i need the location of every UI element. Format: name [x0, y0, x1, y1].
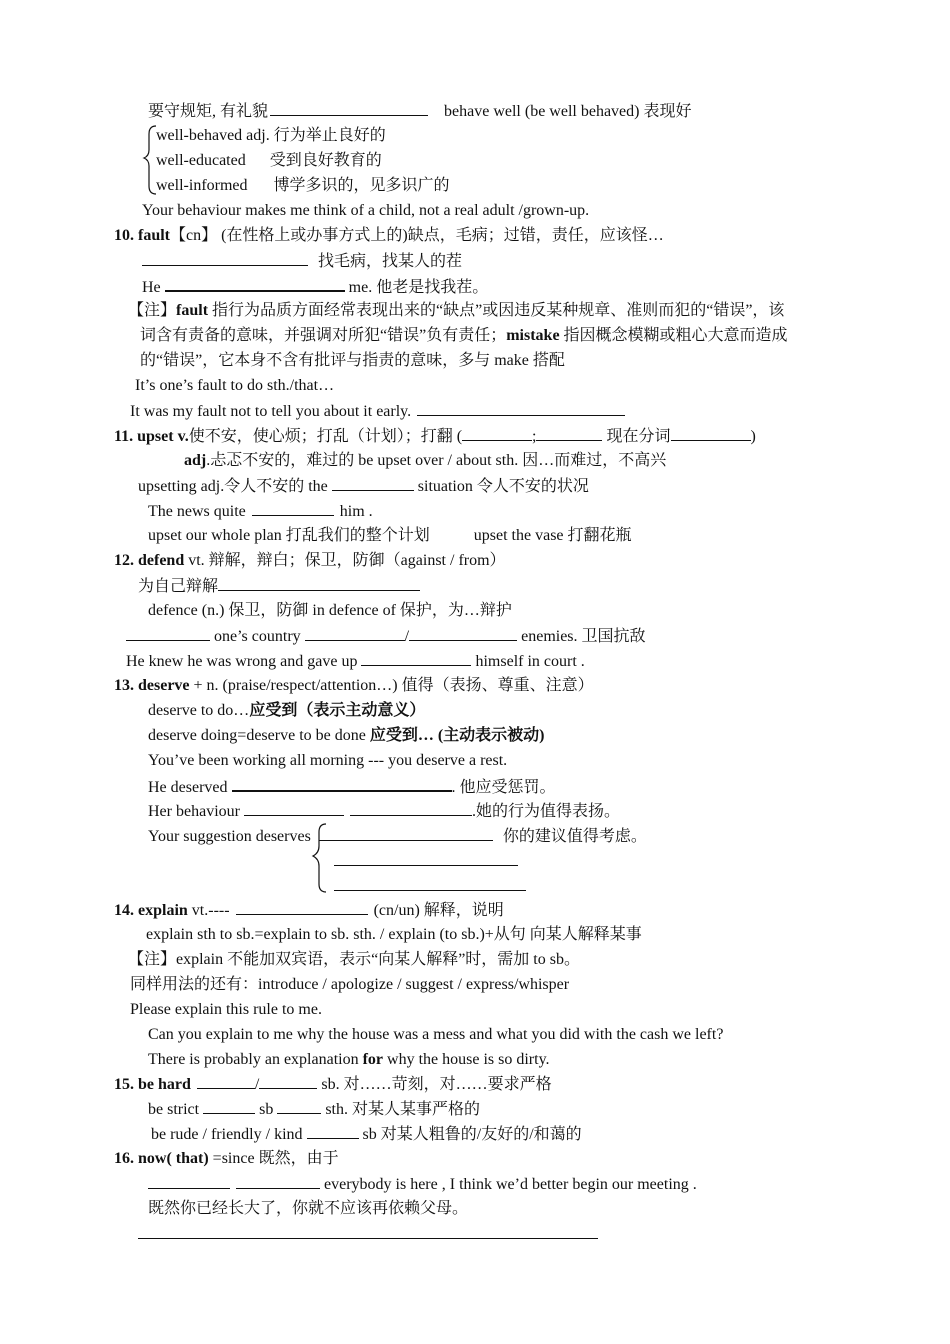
- answer-blank[interactable]: [218, 576, 420, 591]
- line-defend-country: [126, 626, 646, 647]
- line-translation: [138, 1224, 598, 1245]
- text: vt. 辩解，辩白；保卫，防御（against / from）: [184, 552, 506, 569]
- line-explain-house: Can you explain to me why the house was a mess and what you did with the cash we left?: [148, 1026, 724, 1043]
- text: be strict: [148, 1101, 200, 1118]
- text: well-educated: [156, 152, 246, 169]
- line-he-deserved: [148, 776, 556, 798]
- line-behaviour-example: Your behaviour makes me think of a child, not a real adult /grown-up.: [142, 202, 590, 219]
- headword: 13. deserve: [114, 677, 190, 694]
- text: mistake: [506, 327, 560, 344]
- answer-blank[interactable]: [232, 776, 452, 792]
- line-he-me: [142, 276, 488, 298]
- text: situation 令人不安的状况: [417, 478, 589, 495]
- text: He knew he was wrong and gave up: [126, 653, 358, 670]
- section-16-heading: [114, 1149, 339, 1169]
- section-11-heading: [114, 426, 756, 447]
- answer-blank[interactable]: [417, 401, 625, 416]
- answer-blank[interactable]: [332, 476, 414, 491]
- text: .忐忑不安的，难过的 be upset over / about sth. 因…而难过，不高兴: [206, 452, 667, 469]
- line-well-educated: [156, 151, 382, 171]
- note-fault-3: 的“错误”，它本身不含有批评与指责的意味，多与 make 搭配: [140, 352, 565, 369]
- text: There is probably an explanation: [148, 1051, 363, 1068]
- answer-blank[interactable]: [305, 626, 405, 641]
- note-fault-2: [140, 326, 788, 346]
- answer-blank[interactable]: [462, 426, 532, 441]
- line-suggestion-alt-2: [334, 876, 526, 897]
- text: behave well (be well behaved) 表现好: [444, 103, 692, 120]
- line-be-strict: [148, 1099, 480, 1120]
- line-her-behaviour: [148, 801, 620, 822]
- text: ;: [532, 428, 537, 445]
- headword: 11. upset v.: [114, 428, 189, 445]
- line-deserve-rest: You’ve been working all morning --- you deserve a rest.: [148, 752, 508, 769]
- answer-blank[interactable]: [361, 651, 471, 666]
- text: 应受到（表示主动意义）: [249, 702, 426, 719]
- text: well-informed: [156, 177, 248, 194]
- answer-blank[interactable]: [319, 826, 493, 841]
- text: everybody is here , I think we’d better begin our meeting .: [324, 1176, 697, 1193]
- section-12-heading: [114, 551, 506, 571]
- answer-blank[interactable]: [270, 101, 428, 116]
- line-find-fault: [142, 251, 462, 272]
- text: enemies. 卫国抗敌: [521, 628, 646, 645]
- headword: 16. now( that): [114, 1150, 209, 1167]
- answer-blank[interactable]: [126, 626, 210, 641]
- section-13-heading: [114, 676, 594, 696]
- text: 应受到… (主动表示被动): [369, 727, 545, 744]
- text: (cn/un) 解释，说明: [373, 902, 504, 919]
- text: /: [404, 628, 410, 645]
- text: deserve doing=deserve to be done: [148, 727, 370, 744]
- answer-blank[interactable]: [165, 276, 345, 292]
- line-same-usage: 同样用法的还有：introduce / apologize / suggest / express/whisper: [130, 976, 570, 993]
- text: 为自己辩解: [138, 578, 219, 595]
- headword: 15. be hard: [114, 1076, 191, 1093]
- text: one’s country: [214, 628, 301, 645]
- line-explanation-for: [148, 1050, 550, 1070]
- answer-blank[interactable]: [334, 876, 526, 891]
- text: 词含有责备的意味，并强调对所犯“错误”负有责任；: [140, 327, 507, 344]
- text: why the house is so dirty.: [383, 1051, 550, 1068]
- text: Her behaviour: [148, 803, 240, 820]
- text: 使不安，使心烦；打乱（计划）；打翻 (: [188, 428, 463, 445]
- line-grown-up: 既然你已经长大了，你就不应该再依赖父母。: [148, 1200, 469, 1217]
- section-14-heading: [114, 900, 504, 921]
- line-suggestion-alt-1: [334, 851, 518, 872]
- line-upset-plan: [148, 526, 632, 546]
- text: sth. 对某人某事严格的: [325, 1101, 481, 1118]
- text: me. 他老是找我茬。: [348, 279, 489, 296]
- line-everybody-here: [148, 1174, 697, 1195]
- text: sb. 对……苛刻，对……要求严格: [321, 1076, 552, 1093]
- text: ): [750, 428, 756, 445]
- section-10-heading: [114, 226, 664, 246]
- answer-blank[interactable]: [203, 1099, 255, 1114]
- text: vt.----: [187, 902, 230, 919]
- answer-blank[interactable]: [409, 626, 517, 641]
- line-be-polite: [148, 101, 691, 122]
- text: The news quite: [148, 503, 246, 520]
- answer-blank[interactable]: [334, 851, 518, 866]
- text: 指因概念模糊或粗心大意而造成: [559, 327, 788, 344]
- text: 受到良好教育的: [269, 152, 382, 169]
- line-gave-up: [126, 651, 585, 672]
- answer-blank[interactable]: [350, 801, 472, 816]
- answer-blank[interactable]: [307, 1124, 359, 1139]
- text: sb 对某人粗鲁的/友好的/和蔼的: [362, 1126, 582, 1143]
- text: for: [362, 1051, 384, 1068]
- answer-blank[interactable]: [236, 900, 368, 915]
- answer-blank[interactable]: [138, 1224, 598, 1239]
- answer-blank[interactable]: [252, 501, 334, 516]
- text: upset the vase 打翻花瓶: [473, 527, 632, 544]
- answer-blank[interactable]: [259, 1074, 317, 1089]
- text: =since 既然，由于: [208, 1150, 339, 1167]
- text: 【注】: [128, 302, 177, 319]
- answer-blank[interactable]: [536, 426, 602, 441]
- line-upset-adj: [184, 451, 666, 471]
- answer-blank[interactable]: [277, 1099, 321, 1114]
- line-upsetting: [138, 476, 589, 497]
- line-defend-oneself: [138, 576, 420, 597]
- line-suggestion: [148, 826, 647, 847]
- answer-blank[interactable]: [142, 251, 308, 266]
- line-explain-rule: Please explain this rule to me.: [130, 1001, 322, 1018]
- text: 博学多识的，见多识广的: [273, 177, 450, 194]
- line-well-behaved: well-behaved adj. 行为举止良好的: [156, 127, 386, 144]
- text: himself in court .: [475, 653, 585, 670]
- line-well-informed: [156, 176, 450, 196]
- note-explain: 【注】explain 不能加双宾语，表示“向某人解释”时，需加 to sb。: [128, 951, 580, 968]
- answer-blank[interactable]: [197, 1074, 255, 1089]
- text: Your suggestion deserves: [148, 828, 311, 845]
- text: sb: [259, 1101, 274, 1118]
- text: 现在分词: [602, 428, 671, 445]
- headword: 14. explain: [114, 902, 188, 919]
- line-be-rude: [151, 1124, 582, 1145]
- answer-blank[interactable]: [236, 1174, 320, 1189]
- answer-blank[interactable]: [148, 1174, 230, 1189]
- line-explain-usage: explain sth to sb.=explain to sb. sth. / explain (to sb.)+从句 向某人解释某事: [146, 926, 642, 943]
- text: 要守规矩, 有礼貌: [148, 103, 269, 120]
- answer-blank[interactable]: [244, 801, 344, 816]
- line-my-fault: [130, 401, 625, 422]
- headword: 12. defend: [114, 552, 185, 569]
- text: 【cn】 (在性格上或办事方式上的)缺点，毛病；过错，责任，应该怪…: [170, 227, 664, 244]
- line-ones-fault: It’s one’s fault to do sth./that…: [135, 377, 335, 394]
- line-deserve-to-do: [148, 701, 425, 721]
- text: /: [254, 1076, 260, 1093]
- text: fault: [176, 302, 209, 319]
- text: 你的建议值得考虑。: [502, 828, 647, 845]
- text: 指行为品质方面经常表现出来的“缺点”或因违反某种规章、准则而犯的“错误”，该: [208, 302, 785, 319]
- note-fault-1: [128, 301, 784, 321]
- text: 找毛病，找某人的茬: [318, 253, 463, 270]
- text: him .: [339, 503, 373, 520]
- text: + n. (praise/respect/attention…) 值得（表扬、尊重、注意）: [189, 677, 594, 694]
- text: He deserved: [148, 779, 228, 796]
- line-news-upset: [148, 501, 373, 522]
- text: upsetting adj.令人不安的 the: [138, 478, 328, 495]
- text: It was my fault not to tell you about it early.: [130, 403, 412, 420]
- text: . 他应受惩罚。: [451, 779, 556, 796]
- text: .她的行为值得表扬。: [471, 803, 620, 820]
- answer-blank[interactable]: [671, 426, 751, 441]
- section-15-heading: [114, 1074, 552, 1095]
- text: be rude / friendly / kind: [151, 1126, 303, 1143]
- text: upset our whole plan 打乱我们的整个计划: [148, 527, 430, 544]
- text: adj: [184, 452, 207, 469]
- headword: 10. fault: [114, 227, 170, 244]
- text: deserve to do…: [148, 702, 250, 719]
- line-deserve-doing: [148, 726, 545, 746]
- text: He: [142, 279, 161, 296]
- line-defence: defence (n.) 保卫，防御 in defence of 保护，为…辩护: [148, 602, 512, 619]
